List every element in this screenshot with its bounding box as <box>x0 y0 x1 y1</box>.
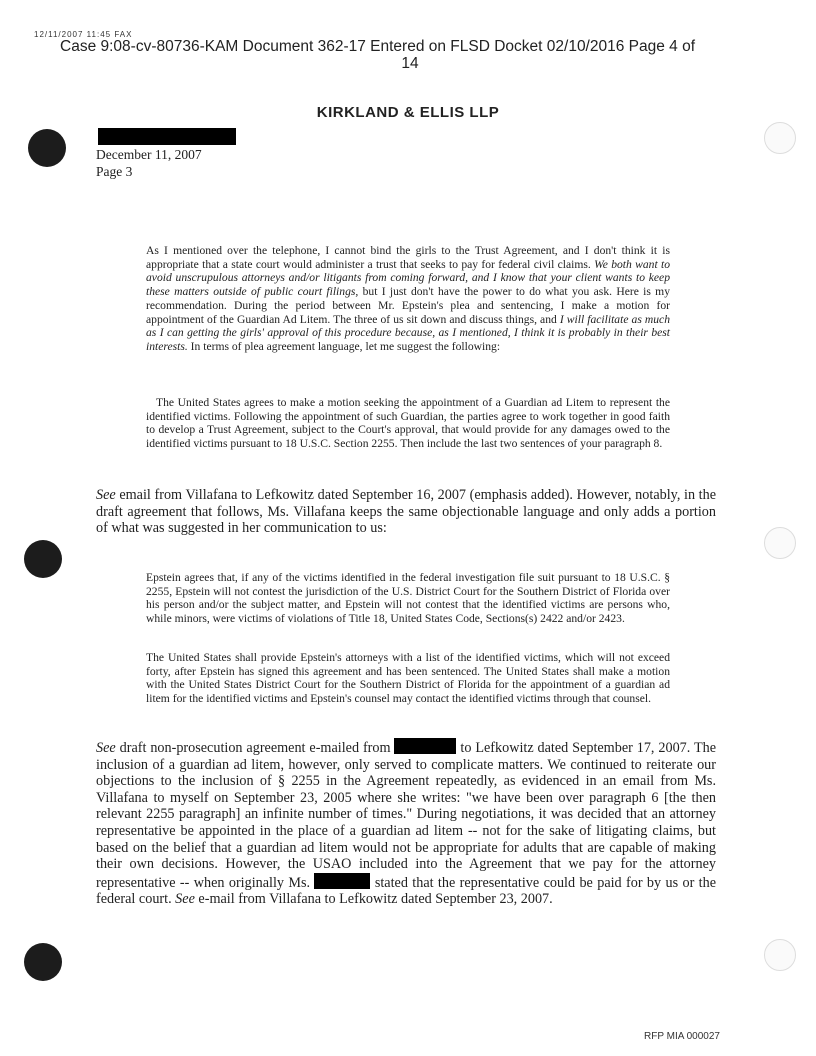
name-redaction <box>314 873 370 889</box>
quote-1-paragraph-2: The United States agrees to make a motion seeking the appointment of a Guardian ad Litem to represent the identified victims. Following the appointment of such Guardian, the parties agree to work together in good faith to develop a Trust Agreement, subject to the Court's approval, that would provide for any damages owed to the identified victims pursuant to 18 U.S.C. Section 2255. Then include the last two sentences of your paragraph 8. <box>146 396 670 451</box>
letterhead: KIRKLAND & ELLIS LLP <box>316 104 500 121</box>
quote-emphasis: We both want to avoid unscrupulous attorneys and/or litigants from coming forward, and I know that your client wants to keep these matters outside of public court filings, <box>146 257 670 299</box>
body-text: to Lefkowitz dated September 17, 2007. The inclusion of a guardian ad litem, however, only served to complicate matters. We continued to reiterate our objections to the inclusion of § 2255 in the Agreement repeatedly, as evidenced in an email from Ms. Villafana to myself on September 23, 2005 where she writes: "we have been over paragraph 6 [the then relevant 2255 paragraph] an infinite number of times." During negotiations, it was decided that an attorney representative be appointed in the place of a guardian ad litem -- not for the sake of litigating claims, but based on the belief that a guardian ad litem would not be appropriate for adults that are capable of making their own decisions. However, the USAO included into the Agreement that we pay for the attorney representative -- when originally Ms. <box>96 740 717 891</box>
letter-date: December 11, 2007 <box>96 147 202 162</box>
quote-text: As I mentioned over the telephone, I cannot bind the girls to the Trust Agreement, and I don't think it is appropriate that a state court would administer a trust that seeks to pay for federal civil claims. <box>146 244 670 271</box>
quote-block-2 <box>146 571 670 626</box>
body-text: email from Villafana to Lefkowitz dated September 16, 2007 (emphasis added). However, notably, in the draft agreement that follows, Ms. Villafana keeps the same objectionable language and only adds a portion of what was suggested in her communication to us: <box>96 487 716 537</box>
quote-block-2b <box>146 651 670 706</box>
see-signal: See <box>96 740 116 756</box>
sender-redaction <box>394 738 456 754</box>
ecf-header-line1: Case 9:08-cv-80736-KAM Document 362-17 Entered on FLSD Docket 02/10/2016 Page 4 of <box>60 38 696 55</box>
binder-hole <box>28 129 66 167</box>
see-signal: See <box>175 891 195 908</box>
binder-hole <box>24 943 62 981</box>
body-paragraph-2 <box>96 738 716 908</box>
quote-block-1 <box>146 244 670 354</box>
binder-hole-ghost <box>764 939 796 971</box>
quote-1-paragraph-1 <box>146 244 670 354</box>
quote-text: but I just don't have the power to do what you ask. Here is my recommendation. During the period between Mr. Epstein's plea and sentencing, I make a motion for appointment of the Guardian Ad Litem. The three of us sit down and discuss things, and <box>146 285 670 326</box>
body-text: draft non-prosecution agreement e-mailed from <box>119 740 391 756</box>
ecf-header-line2: 14 <box>401 55 419 72</box>
quote-2-paragraph-1: Epstein agrees that, if any of the victims identified in the federal investigation file suit pursuant to 18 U.S.C. § 2255, Epstein will not contest the jurisdiction of the U.S. District Court for the Southern District of Florida over his person and/or the subject matter, and Epstein will not contest that the identified victims are persons who, while minors, were victims of violations of Title 18, United States Code, Sections(s) 2422 and/or 2423. <box>146 571 670 626</box>
quote-2-paragraph-2: The United States shall provide Epstein's attorneys with a list of the identified victims, which will not exceed forty, after Epstein has signed this agreement and has been sentenced. The United States shall make a motion with the United States District Court for the Southern District of Florida for the appointment of a guardian ad litem for the identified victims and Epstein's counsel may contact the identified victims through that counsel. <box>146 651 670 706</box>
body-text: stated that the representative could be paid for by us or the federal court. <box>96 874 716 908</box>
quote-emphasis: I will facilitate as much as I can getting the girls' approval of this procedure because, as I mentioned, I think it is probably in their best interests. <box>146 312 670 353</box>
addressee-redaction <box>98 128 236 145</box>
body-paragraph-1 <box>96 487 716 537</box>
quote-text: In terms of plea agreement language, let me suggest the following: <box>190 339 501 353</box>
binder-hole-ghost <box>764 527 796 559</box>
quote-block-1b <box>146 396 670 451</box>
ecf-header <box>60 38 760 72</box>
fax-header: 12/11/2007 11:45 FAX <box>34 30 133 39</box>
letter-page: Page 3 <box>96 164 133 179</box>
binder-hole-ghost <box>764 122 796 154</box>
see-signal: See <box>96 487 116 503</box>
bates-number: RFP MIA 000027 <box>644 1031 720 1042</box>
binder-hole <box>24 540 62 578</box>
body-text: e-mail from Villafana to Lefkowitz dated September 23, 2007. <box>198 891 553 908</box>
